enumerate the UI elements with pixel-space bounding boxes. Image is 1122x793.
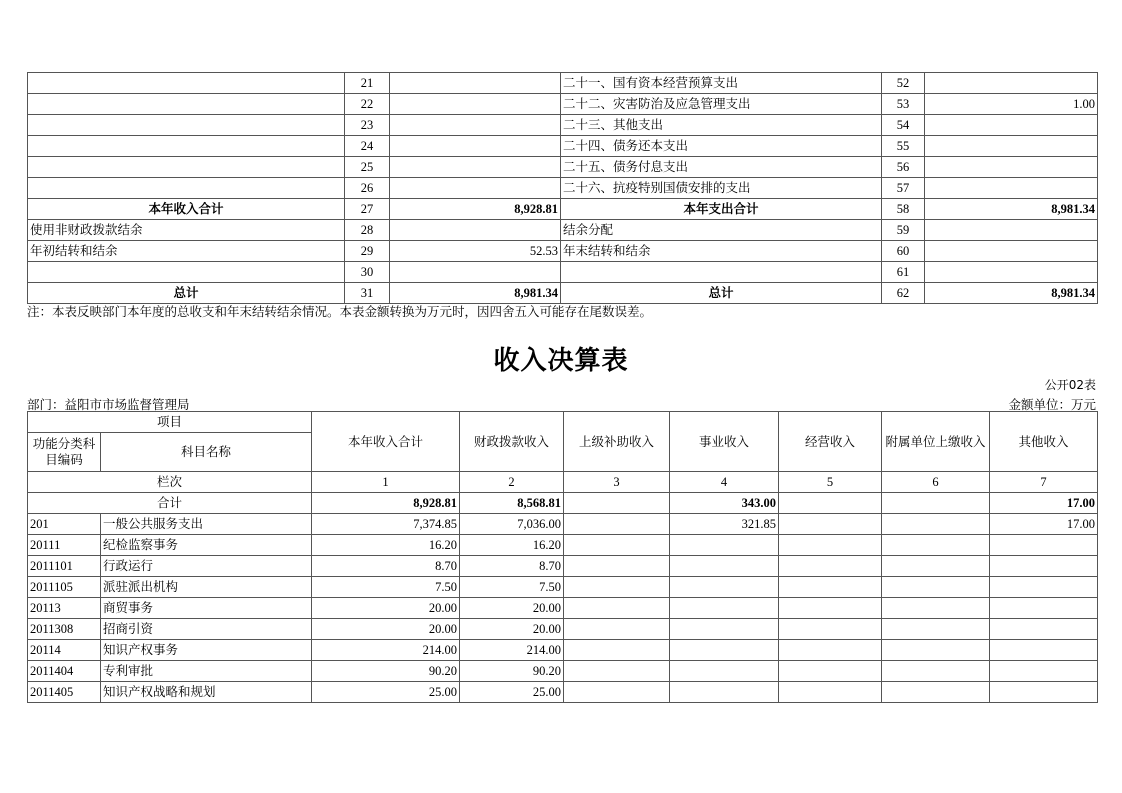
cell-superior-subsidy <box>564 514 670 535</box>
right-amount <box>925 157 1098 178</box>
header-col5: 经营收入 <box>779 412 882 472</box>
summary-row <box>28 262 1098 283</box>
cell-total-income: 25.00 <box>312 682 460 703</box>
summary-table-body <box>28 73 1098 304</box>
left-label <box>28 115 345 136</box>
cell-fiscal-appropriation: 214.00 <box>460 640 564 661</box>
right-line-no: 53 <box>882 94 925 115</box>
right-line-no: 62 <box>882 283 925 304</box>
cell-other-income <box>990 640 1098 661</box>
left-label <box>28 178 345 199</box>
cell-total-income: 7.50 <box>312 577 460 598</box>
department-label: 部门：益阳市市场监督管理局 <box>27 397 190 412</box>
left-line-no: 28 <box>345 220 390 241</box>
cell-business-income <box>670 682 779 703</box>
right-amount: 8,981.34 <box>925 283 1098 304</box>
cell-business-income <box>670 598 779 619</box>
table-row <box>28 682 1098 703</box>
left-amount <box>390 136 561 157</box>
left-line-no: 26 <box>345 178 390 199</box>
left-label <box>28 73 345 94</box>
right-line-no: 61 <box>882 262 925 283</box>
total-c7: 17.00 <box>990 493 1098 514</box>
income-table <box>27 411 1098 703</box>
subject-code: 2011308 <box>28 619 101 640</box>
subject-name: 一般公共服务支出 <box>101 514 312 535</box>
summary-row <box>28 241 1098 262</box>
left-amount <box>390 94 561 115</box>
left-line-no: 25 <box>345 157 390 178</box>
summary-row <box>28 178 1098 199</box>
left-line-no: 31 <box>345 283 390 304</box>
left-label <box>28 157 345 178</box>
lanci-3: 3 <box>564 472 670 493</box>
right-amount: 8,981.34 <box>925 199 1098 220</box>
cell-total-income: 8.70 <box>312 556 460 577</box>
left-amount: 8,981.34 <box>390 283 561 304</box>
subject-code: 2011405 <box>28 682 101 703</box>
right-amount <box>925 178 1098 199</box>
header-code: 功能分类科目编码 <box>28 433 101 472</box>
right-label: 二十三、其他支出 <box>561 115 882 136</box>
header-col2: 财政拨款收入 <box>460 412 564 472</box>
cell-superior-subsidy <box>564 598 670 619</box>
cell-affiliate-income <box>882 577 990 598</box>
cell-business-income <box>670 556 779 577</box>
cell-superior-subsidy <box>564 682 670 703</box>
right-label: 二十一、国有资本经营预算支出 <box>561 73 882 94</box>
left-amount: 52.53 <box>390 241 561 262</box>
right-line-no: 56 <box>882 157 925 178</box>
cell-total-income: 7,374.85 <box>312 514 460 535</box>
left-line-no: 23 <box>345 115 390 136</box>
table-row <box>28 661 1098 682</box>
summary-row <box>28 157 1098 178</box>
right-line-no: 55 <box>882 136 925 157</box>
cell-operating-income <box>779 556 882 577</box>
cell-fiscal-appropriation: 7.50 <box>460 577 564 598</box>
header-name: 科目名称 <box>101 433 312 472</box>
cell-operating-income <box>779 682 882 703</box>
cell-fiscal-appropriation: 20.00 <box>460 619 564 640</box>
right-line-no: 54 <box>882 115 925 136</box>
cell-affiliate-income <box>882 640 990 661</box>
left-label: 使用非财政拨款结余 <box>28 220 345 241</box>
cell-total-income: 16.20 <box>312 535 460 556</box>
left-label <box>28 94 345 115</box>
cell-fiscal-appropriation: 20.00 <box>460 598 564 619</box>
table-row <box>28 556 1098 577</box>
cell-fiscal-appropriation: 16.20 <box>460 535 564 556</box>
table-row <box>28 598 1098 619</box>
subject-code: 2011101 <box>28 556 101 577</box>
lanci-row <box>28 472 1098 493</box>
subject-name: 招商引资 <box>101 619 312 640</box>
right-line-no: 52 <box>882 73 925 94</box>
cell-fiscal-appropriation: 90.20 <box>460 661 564 682</box>
lanci-7: 7 <box>990 472 1098 493</box>
table-row <box>28 577 1098 598</box>
right-amount <box>925 262 1098 283</box>
left-line-no: 27 <box>345 199 390 220</box>
total-c4: 343.00 <box>670 493 779 514</box>
cell-superior-subsidy <box>564 619 670 640</box>
cell-business-income <box>670 535 779 556</box>
summary-row <box>28 136 1098 157</box>
cell-other-income <box>990 535 1098 556</box>
unit-label: 金额单位：万元 <box>1008 397 1096 412</box>
right-amount <box>925 220 1098 241</box>
cell-operating-income <box>779 619 882 640</box>
header-col6: 附属单位上缴收入 <box>882 412 990 472</box>
summary-row <box>28 115 1098 136</box>
cell-other-income <box>990 661 1098 682</box>
left-label: 年初结转和结余 <box>28 241 345 262</box>
left-label: 总计 <box>28 283 345 304</box>
right-line-no: 60 <box>882 241 925 262</box>
cell-operating-income <box>779 598 882 619</box>
left-line-no: 24 <box>345 136 390 157</box>
subject-name: 纪检监察事务 <box>101 535 312 556</box>
cell-operating-income <box>779 661 882 682</box>
cell-affiliate-income <box>882 682 990 703</box>
cell-superior-subsidy <box>564 535 670 556</box>
subject-name: 行政运行 <box>101 556 312 577</box>
table-row <box>28 640 1098 661</box>
right-label: 本年支出合计 <box>561 199 882 220</box>
right-amount <box>925 241 1098 262</box>
total-row <box>28 493 1098 514</box>
cell-superior-subsidy <box>564 556 670 577</box>
left-amount: 8,928.81 <box>390 199 561 220</box>
summary-row <box>28 94 1098 115</box>
right-amount <box>925 73 1098 94</box>
cell-business-income <box>670 640 779 661</box>
left-amount <box>390 178 561 199</box>
right-amount <box>925 115 1098 136</box>
left-amount <box>390 262 561 283</box>
header-col4: 事业收入 <box>670 412 779 472</box>
cell-total-income: 214.00 <box>312 640 460 661</box>
cell-business-income <box>670 619 779 640</box>
page-title: 收入决算表 <box>493 346 629 376</box>
total-c5 <box>779 493 882 514</box>
header-col1: 本年收入合计 <box>312 412 460 472</box>
header-col3: 上级补助收入 <box>564 412 670 472</box>
cell-other-income <box>990 598 1098 619</box>
left-line-no: 22 <box>345 94 390 115</box>
left-line-no: 30 <box>345 262 390 283</box>
left-line-no: 21 <box>345 73 390 94</box>
cell-affiliate-income <box>882 556 990 577</box>
total-label: 合计 <box>28 493 312 514</box>
subject-name: 知识产权战略和规划 <box>101 682 312 703</box>
lanci-4: 4 <box>670 472 779 493</box>
left-label <box>28 262 345 283</box>
cell-operating-income <box>779 535 882 556</box>
summary-table <box>27 72 1098 304</box>
lanci-6: 6 <box>882 472 990 493</box>
cell-business-income <box>670 661 779 682</box>
subject-code: 20114 <box>28 640 101 661</box>
cell-affiliate-income <box>882 598 990 619</box>
left-label: 本年收入合计 <box>28 199 345 220</box>
table-row <box>28 619 1098 640</box>
cell-business-income: 321.85 <box>670 514 779 535</box>
right-label: 年末结转和结余 <box>561 241 882 262</box>
left-amount <box>390 157 561 178</box>
cell-fiscal-appropriation: 25.00 <box>460 682 564 703</box>
left-amount <box>390 115 561 136</box>
left-label <box>28 136 345 157</box>
subject-code: 2011105 <box>28 577 101 598</box>
right-line-no: 59 <box>882 220 925 241</box>
table-note: 注：本表反映部门本年度的总收支和年末结转结余情况。本表金额转换为万元时，因四舍五入可能存在尾数误差。 <box>27 304 653 319</box>
right-label <box>561 262 882 283</box>
cell-fiscal-appropriation: 7,036.00 <box>460 514 564 535</box>
left-line-no: 29 <box>345 241 390 262</box>
cell-superior-subsidy <box>564 640 670 661</box>
header-row <box>28 412 1098 433</box>
cell-total-income: 20.00 <box>312 598 460 619</box>
table-row <box>28 514 1098 535</box>
lanci-1: 1 <box>312 472 460 493</box>
subject-name: 商贸事务 <box>101 598 312 619</box>
cell-business-income <box>670 577 779 598</box>
summary-row <box>28 283 1098 304</box>
right-label: 二十六、抗疫特别国债安排的支出 <box>561 178 882 199</box>
summary-row <box>28 73 1098 94</box>
right-label: 二十五、债务付息支出 <box>561 157 882 178</box>
cell-other-income <box>990 556 1098 577</box>
left-amount <box>390 73 561 94</box>
header-item: 项目 <box>28 412 312 433</box>
total-c2: 8,568.81 <box>460 493 564 514</box>
cell-other-income <box>990 682 1098 703</box>
subject-code: 2011404 <box>28 661 101 682</box>
right-label: 二十二、灾害防治及应急管理支出 <box>561 94 882 115</box>
total-c3 <box>564 493 670 514</box>
lanci-label: 栏次 <box>28 472 312 493</box>
right-amount: 1.00 <box>925 94 1098 115</box>
right-line-no: 57 <box>882 178 925 199</box>
subject-code: 20111 <box>28 535 101 556</box>
cell-other-income: 17.00 <box>990 514 1098 535</box>
right-line-no: 58 <box>882 199 925 220</box>
public-code: 公开02表 <box>1044 378 1096 392</box>
left-amount <box>390 220 561 241</box>
cell-other-income <box>990 577 1098 598</box>
right-label: 结余分配 <box>561 220 882 241</box>
cell-other-income <box>990 619 1098 640</box>
cell-affiliate-income <box>882 535 990 556</box>
right-amount <box>925 136 1098 157</box>
cell-superior-subsidy <box>564 661 670 682</box>
cell-affiliate-income <box>882 619 990 640</box>
cell-operating-income <box>779 514 882 535</box>
cell-operating-income <box>779 640 882 661</box>
cell-operating-income <box>779 577 882 598</box>
summary-row <box>28 199 1098 220</box>
lanci-5: 5 <box>779 472 882 493</box>
total-c1: 8,928.81 <box>312 493 460 514</box>
income-table-body <box>28 514 1098 703</box>
cell-affiliate-income <box>882 514 990 535</box>
total-c6 <box>882 493 990 514</box>
right-label: 总计 <box>561 283 882 304</box>
subject-name: 专利审批 <box>101 661 312 682</box>
subject-code: 201 <box>28 514 101 535</box>
right-label: 二十四、债务还本支出 <box>561 136 882 157</box>
summary-row <box>28 220 1098 241</box>
header-col7: 其他收入 <box>990 412 1098 472</box>
cell-fiscal-appropriation: 8.70 <box>460 556 564 577</box>
lanci-2: 2 <box>460 472 564 493</box>
cell-total-income: 90.20 <box>312 661 460 682</box>
subject-name: 知识产权事务 <box>101 640 312 661</box>
subject-code: 20113 <box>28 598 101 619</box>
cell-affiliate-income <box>882 661 990 682</box>
subject-name: 派驻派出机构 <box>101 577 312 598</box>
cell-total-income: 20.00 <box>312 619 460 640</box>
table-row <box>28 535 1098 556</box>
cell-superior-subsidy <box>564 577 670 598</box>
